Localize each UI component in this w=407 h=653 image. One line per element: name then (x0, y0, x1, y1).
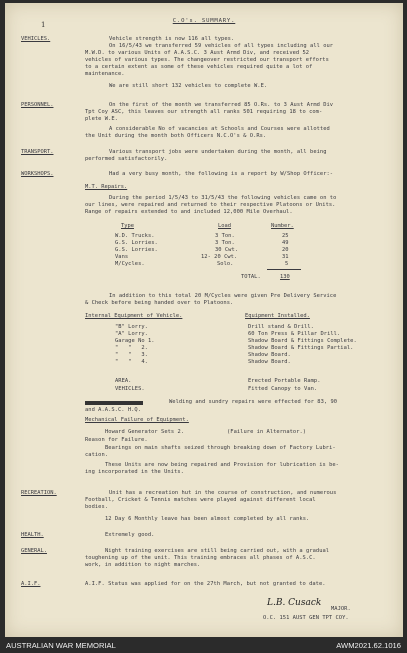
document-page (5, 3, 403, 637)
footer-institution: AUSTRALIAN WAR MEMORIAL (6, 641, 116, 650)
signature: L.B. Cusack (267, 598, 322, 608)
table-cell: W.D. Trucks. (115, 233, 155, 239)
text-line: maintenance. (85, 71, 125, 77)
table-header-load: Load (218, 223, 231, 229)
text-line: Vehicle strength is now 116 all types. (109, 36, 235, 42)
reason-heading: Reason for Failure. (85, 437, 148, 443)
heading-workshops: WORKSHOPS. (21, 171, 54, 177)
text-line: (Failure in Alternator.) (227, 429, 307, 435)
equipment-item: "B" Lorry. (115, 324, 148, 330)
table-cell: 20 (282, 247, 289, 253)
text-line: bodies. (85, 504, 109, 510)
heading-general: GENERAL. (21, 548, 47, 554)
text-line: On the first of the month we transferred 85 O.Rs. to 3 Aust Armd Div (109, 102, 334, 108)
page-title: C.O's. SUMMARY. (172, 18, 236, 24)
total-label: TOTAL. (241, 274, 261, 280)
table-cell: 49 (282, 240, 289, 246)
heading-recreation: RECREATION. (21, 490, 57, 496)
total-value: 130 (280, 274, 290, 280)
text-line: M.W.D. to various Units of A.A.S.C. 3 Aust Armd Div, and received 52 (85, 50, 310, 56)
text-line: Unit has a recreation hut in the course of construction, and numerous (109, 490, 337, 496)
text-line: cation. (85, 452, 109, 458)
table-cell: 12- 20 Cwt. (201, 254, 238, 260)
text-line: Night training exercises are still being carried out, with a gradual (105, 548, 330, 554)
equipment-item: " " 4. (115, 359, 148, 365)
text-line: In addition to this total 20 M/Cycles were given Pre Delivery Service (109, 293, 337, 299)
text-line: Had a very busy month, the following is a report by W/Shop Officer:- (109, 171, 334, 177)
installed-item: Shadow Board & Fittings Partial. (248, 345, 354, 351)
archive-footer (0, 640, 407, 653)
text-line: our lines, were repaired and returned to their respective Platoons or Units. (85, 202, 336, 208)
text-line: vehicles of various types. The changeover restricted our transport efforts (85, 57, 329, 63)
table-cell: G.S. Lorries. (115, 240, 158, 246)
text-line: Howard Generator Sets 2. (105, 429, 185, 435)
equipment-item: " " 2. (115, 345, 148, 351)
equipment-item: " " 3. (115, 352, 148, 358)
text-line: On 16/5/43 we transferred 59 vehicles of all types including all our (109, 43, 334, 49)
text-line: Welding and sundry repairs were effected for 83, 90 (169, 399, 338, 405)
installed-item: Drill stand & Drill. (248, 324, 314, 330)
table-cell: 31 (282, 254, 289, 260)
installed-item: 60 Ton Press & Pillar Drill. (248, 331, 341, 337)
text-line: During the period 1/5/43 to 31/5/43 the following vehicles came on to (109, 195, 337, 201)
text-line: These Units are now being repaired and Provision for lubrication is be- (105, 462, 339, 468)
text-line: Range of repairs extended to and included 12,000 Mile Overhaul. (85, 209, 293, 215)
table-cell: 5 (285, 261, 289, 267)
table-cell: M/Cycles. (115, 261, 145, 267)
text-line: Bearings on main shafts seized through breaking down of Factory Lubri- (105, 445, 336, 451)
text-line: & Check before being handed over to Platoons. (85, 300, 234, 306)
heading-aif: A.I.F. (21, 581, 41, 587)
footer-accession-number: AWM2021.62.1016 (336, 641, 401, 650)
installed-item: Shadow Board. (248, 359, 291, 365)
text-line: performed satisfactorily. (85, 156, 168, 162)
text-line: work, in addition to night marches. (85, 562, 201, 568)
signature-rank: MAJOR. (331, 606, 351, 612)
installed-item: Erected Portable Ramp. (248, 378, 321, 384)
installed-item: Shadow Board & Fittings Complete. (248, 338, 357, 344)
table-cell: 30 Cwt. (215, 247, 239, 253)
text-line: toughening up of the unit. This training embraces all phases of A.S.C. (85, 555, 316, 561)
heading-mechanical-failure: Mechanical Failure of Equipment. (85, 417, 189, 423)
text-line: A.I.F. Status was applied for on the 27th March, but not granted to date. (85, 581, 326, 587)
heading-transport: TRANSPORT. (21, 149, 54, 155)
equipment-item: "A" Lorry. (115, 331, 148, 337)
table-cell: Solo. (217, 261, 234, 267)
table-cell: 25 (282, 233, 289, 239)
text-line: A considerable No of vacancies at Schools and Courses were allotted (109, 126, 330, 132)
redacted-text (85, 401, 143, 405)
text-line: Various transport jobs were undertaken during the month, all being (109, 149, 327, 155)
heading-mt-repairs: M.T. Repairs. (85, 184, 128, 190)
heading-vehicles: VEHICLES. (21, 36, 51, 42)
text-line: Football, Cricket & Tennis matches were played against different local (85, 497, 316, 503)
text-line: 12 Day 6 Monthly leave has been almost completed by all ranks. (105, 516, 310, 522)
text-line: We are still short 132 vehicles to complete W.E. (109, 83, 268, 89)
table-header-type: Type (121, 223, 134, 229)
text-line: to a certain extent as some of these vehicles required quite a lot of (85, 64, 313, 70)
total-rule (267, 269, 301, 270)
heading-equipment-installed: Equipment Installed. (245, 313, 310, 319)
table-cell: Vans (115, 254, 129, 260)
text-line: ing incorporated in the Units. (85, 469, 184, 475)
table-cell: 3 Ton. (215, 233, 235, 239)
heading-health: HEALTH. (21, 532, 44, 538)
signature-unit: O.C. 151 AUST GEN TPT COY. (263, 615, 349, 621)
equipment-item: Garage No 1. (115, 338, 155, 344)
text-line: Extremely good. (105, 532, 155, 538)
table-cell: 3 Ton. (215, 240, 235, 246)
text-line: Tpt Coy ASC, this leaves our strength all ranks 501 requiring 18 to com- (85, 109, 323, 115)
table-cell: G.S. Lorries. (115, 247, 158, 253)
text-line: the Unit during the month both Officers N.C.O's & O.Rs. (85, 133, 267, 139)
equipment-item: VEHICLES. (115, 386, 145, 392)
table-header-number: Number. (271, 223, 294, 229)
heading-personnel: PERSONNEL. (21, 102, 54, 108)
page-number: 1 (41, 21, 46, 29)
text-line: plete W.E. (85, 116, 118, 122)
heading-internal-equipment: Internal Equipment of Vehicle. (85, 313, 183, 319)
installed-item: Shadow Board. (248, 352, 291, 358)
installed-item: Fitted Canopy to Van. (248, 386, 318, 392)
text-line: and A.A.S.C. H.Q. (85, 407, 142, 413)
equipment-item: AREA. (115, 378, 132, 384)
